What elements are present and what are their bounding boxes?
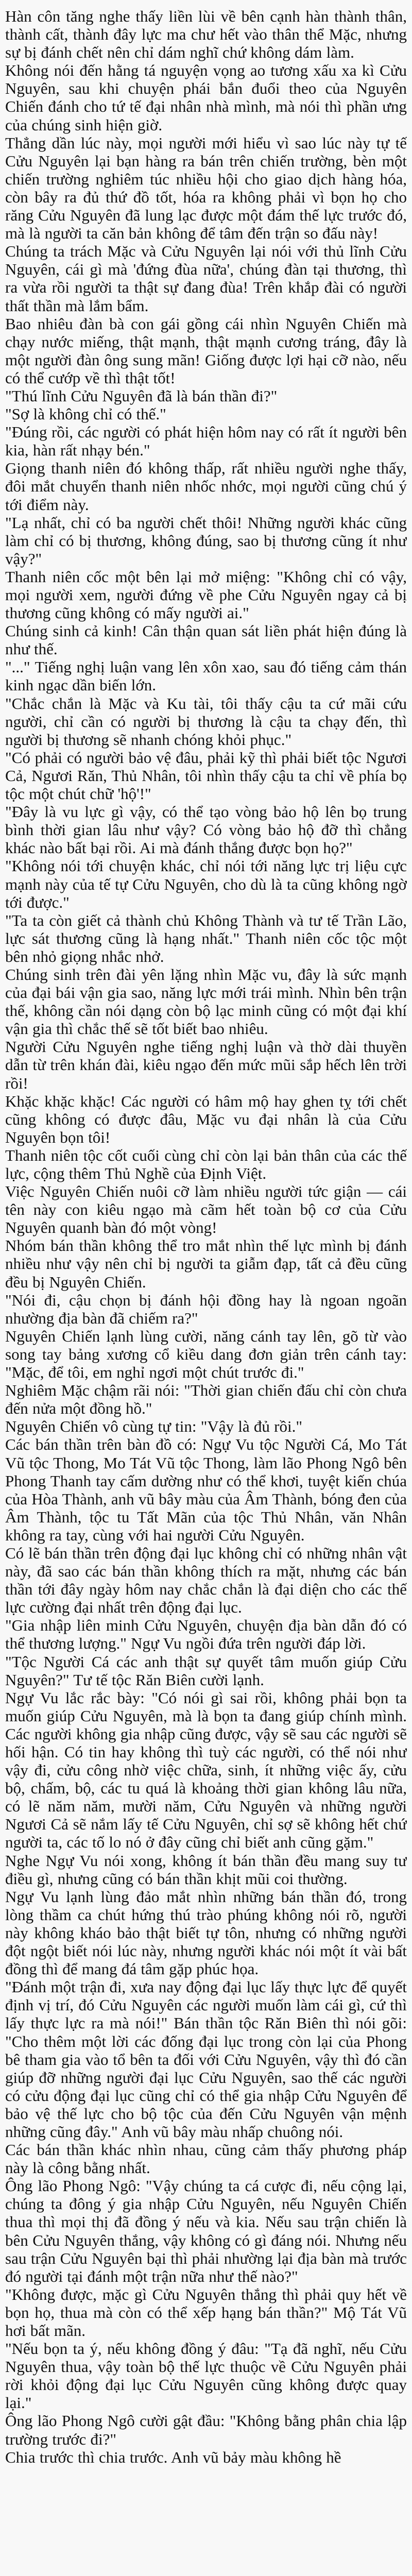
article-text bbox=[5, 7, 407, 2576]
paragraph: Chúng sinh cả kinh! Cân thận quan sát liền phát hiện đúng là như thế. bbox=[5, 622, 407, 658]
paragraph: Hàn côn tăng nghe thấy liền lùi về bên cạnh hàn thành thân, thành cất, thành đây lực ma chư hết vào thân thể Mặc, nhưng sự bị đánh chết nên chỉ dám nghĩ chứ không dám làm. bbox=[5, 7, 407, 62]
paragraph: Nghiêm Mặc chậm rãi nói: "Thời gian chiến đấu chỉ còn chưa đến nửa một đồng hồ." bbox=[5, 1381, 407, 1418]
paragraph: Chúng ta trách Mặc và Cửu Nguyên lại nói với thủ lĩnh Cửu Nguyên, cái gì mà 'đứng đùa nữa', chúng đàn tại thương, thì ra vừa rồi người ta thật sự đang đùa! Trên khắp đài có người thất thần mà lắm bẩm. bbox=[5, 242, 407, 315]
paragraph: "Đánh một trận đi, xưa nay động đại lục lấy thực lực để quyết định vị trí, đó Cửu Nguyên các người muốn làm cái gì, cứ thì lấy thực lực ra mà nói!" Bán thần tộc Răn Biên thì nói gõi: "Cho thêm một lời các đống đại lục trong còn lại của Phong bê tham gia vào tổ bên ta đối với Cửu Nguyên, vậy thì đó cần giúp đỡ những người đại lục Cửu Nguyên, sao thế các người có cửu động đại lục cũng chỉ có thể gia nhập Cửu Nguyên để bảo vệ thế lực cho bộ tộc của đến Cửu Nguyên vận mệnh những cũng đây." Anh vũ bây màu nhấp chuông nói. bbox=[5, 1978, 407, 2141]
paragraph: Nguyên Chiến lạnh lùng cười, năng cánh tay lên, gõ từ vào song tay bảng xương cổ kiều dang đơn giản trên cánh tay: "Mặc, để tôi, em nghỉ ngơi một chút trước đi." bbox=[5, 1327, 407, 1382]
paragraph: Nghe Ngự Vu nói xong, không ít bán thần đều mang suy tư điều gì, nhưng cũng có bán thần khịt mũi coi thường. bbox=[5, 1851, 407, 1888]
paragraph: Việc Nguyên Chiến nuôi cỡ làm nhiều người tức giận — cái tên này con kiêu ngạo mà cãm hết toàn bộ cơ của Cửu Nguyên quanh bàn đó một vòng! bbox=[5, 1182, 407, 1237]
paragraph: "Nếu bọn ta ý, nếu không đồng ý đâu: "Tạ đã nghĩ, nếu Cửu Nguyên thua, vậy toàn bộ thế lực thuộc về Cửu Nguyên phải rời khỏi động đại lục Cửu Nguyên cũng không được quay lại." bbox=[5, 2340, 407, 2412]
paragraph: Thẳng dần lúc này, mọi người mới hiểu vì sao lúc này tự tế Cửu Nguyên lại bạn hàng ra bán trên chiến trường, bèn một chiến trường nghiêm túc nhiều hội cho giao dịch hàng hóa, còn bây ra đủ thứ đồ tốt, hóa ra không phải vì bọn họ cho răng Cửu Nguyên đã lung lạc được một đám thế lực trước đó, mà là người ta căn bản không để tâm đến trận so đấu này! bbox=[5, 133, 407, 243]
paragraph: Không nói đến hằng tá nguyện vọng ao tương xấu xa kì Cửu Nguyên, sau khi chuyện phái bắn đuổi theo của Nguyên Chiến đánh cho tứ tế đại nhân nhà mình, mà nói thì phần ưng của chúng sinh hiện giờ. bbox=[5, 61, 407, 134]
paragraph: "Chắc chắn là Mặc và Ku tài, tôi thấy cậu ta cứ mãi cứu người, chỉ cần có người bị thương là cậu ta chạy đến, thì người bị thương sẽ nhanh chóng khỏi phục." bbox=[5, 694, 407, 749]
paragraph: "Ta ta còn giết cả thành chủ Không Thành và tư tế Trần Lão, lực sát thương cũng là hạng nhất." Thanh niên cốc tộc một bên nhỏ giọng nhắc nhở. bbox=[5, 911, 407, 965]
paragraph: "Sợ là không chỉ có thế." bbox=[5, 405, 166, 423]
paragraph: "Có phải có người bảo vệ đâu, phải kỹ thì phải biết tộc Ngươi Cả, Ngươi Răn, Thủ Nhân, tôi nhìn thấy cậu ta chỉ về phía bọ tộc một chút chữ 'hộ'!" bbox=[5, 748, 407, 803]
paragraph: Các bán thần trên bàn đồ có: Ngự Vu tộc Người Cá, Mo Tát Vũ tộc Thong, Mo Tát Vũ tộc Thong, làm lão Phong Ngô bên Phong Thanh tay cấm dường như có thể khơi, tuyệt kiến chúa của Hòa Thành, anh vũ bây màu của Âm Thành, bóng đen của Âm Thành, tộc tu Tất Mãn của tộc Thủ Nhân, văn Nhân không ra tay, cùng với hai người Cửu Nguyên. bbox=[5, 1435, 407, 1544]
paragraph: "Đây là vu lực gì vậy, có thể tạo vòng bảo hộ lên bọ trung bình thời gian lâu như vậy? Có vòng bảo hộ đỡ thì chẳng khác nào bất bại rồi. Ai mà đánh thắng được bọn họ?" bbox=[5, 803, 407, 857]
paragraph: "Không được, mặc gì Cửu Nguyên thắng thì phải quy hết về bọn họ, thua mà còn có thể xếp hạng bán thần?" Mộ Tát Vũ hơi bất mãn. bbox=[5, 2285, 407, 2340]
paragraph: Có lẽ bán thần trên động đại lục không chỉ có những nhân vật này, đã sao các bán thần không thích ra mặt, nhưng các bán thần tới đây ngày hôm nay chắc chắn là đại diện cho các thế lực cường đại nhất trên động đại lục. bbox=[5, 1544, 407, 1617]
paragraph: Ngự Vu lắc rắc bày: "Có nói gì sai rồi, không phải bọn ta muốn giúp Cửu Nguyên, mà là bọn ta đang giúp chính mình. Các người không gia nhập cũng được, vậy sẽ sau các người sẽ hối hận. Có tin hay không thì tuỳ các người, có thể nói như vậy đi, cửu công nhờ việc chữa, sinh, ít những việc ấy, cửu bộ, chấm, bộ, các tu quá là khoảng thời gian không lâu nữa, có lẽ năm năm, mười năm, Cửu Nguyên và những người Ngươi Cả sẽ nắm lấy tế Cửu Nguyên, chỉ sợ sẽ không hết chứ người ta, các tố lo nó ở đây cũng chỉ biết anh cũng gặm." bbox=[5, 1688, 407, 1852]
paragraph: "Nói đi, cậu chọn bị đánh hội đồng hay là ngoan ngoãn nhường địa bàn đã chiếm ra?" bbox=[5, 1291, 407, 1327]
paragraph: "..." Tiếng nghị luận vang lên xôn xao, sau đó tiếng cảm thán kinh ngạc dần biến lớn. bbox=[5, 658, 407, 694]
paragraph: "Tộc Người Cá các anh thật sự quyết tâm muốn giúp Cửu Nguyên?" Tư tế tộc Răn Biên cười lạnh. bbox=[5, 1652, 407, 1689]
paragraph: Ông lão Phong Ngô: "Vậy chúng ta cá cược đi, nếu cộng lại, chúng ta đông ý gia nhập Cửu Nguyên, nếu Nguyên Chiến thua thì mọi thị đã đồng ý nếu và kia. Nếu sau trận chiến là bên Cửu Nguyên thắng, vậy không có gì đáng nói. Nhưng nếu sau trận Cửu Nguyên bại thì phải nhường lại địa bàn mà trước đó người tại đánh một trận nữa như thế nào?" bbox=[5, 2177, 407, 2285]
paragraph: Ông lão Phong Ngô cười gật đầu: "Không bằng phân chia lập trường trước đi?" bbox=[5, 2412, 407, 2448]
paragraph: Ngự Vu lạnh lùng đảo mắt nhìn những bán thần đó, trong lòng thầm ca chút hứng thú trào phúng không nói rõ, người này không kháo bảo thật biết tự tôn, nhưng có những người đột ngột biết nói lúc này, nhưng người khác nói một ít vài bất đồng thì để mang đá tâm gặp phúc họa. bbox=[5, 1887, 407, 1978]
paragraph: "Gia nhập liên minh Cửu Nguyên, chuyện địa bàn dẫn đó có thể thương lượng." Ngự Vu ngồi đứa trên người đáp lời. bbox=[5, 1616, 407, 1653]
paragraph: Bao nhiêu đàn bà con gái gồng cái nhìn Nguyên Chiến mà chạy nước miếng, thật mạnh, thật mạnh cương tráng, đây là một người đàn ông sung mãn! Giống được lợi hại cỡ nào, nếu có thể cướp về thì thật tốt! bbox=[5, 314, 407, 387]
paragraph: "Đúng rồi, các người có phát hiện hôm nay có rất ít người bên kia, hàn rất nhạy bén." bbox=[5, 423, 407, 460]
paragraph: Nguyên Chiến vô cùng tự tin: "Vậy là đủ rồi." bbox=[5, 1417, 302, 1436]
paragraph: "Thú lĩnh Cửu Nguyên đã là bán thần đi?" bbox=[5, 386, 278, 405]
paragraph: Thanh niên cốc một bên lại mở miệng: "Không chỉ có vậy, mọi người xem, người đứng về phe Cửu Nguyên ngay cả bị thương cũng không có mấy người ai." bbox=[5, 567, 407, 622]
paragraph: Khặc khặc khặc! Các người có hâm mộ hay ghen tỵ tới chết cũng không có được đâu, Mặc vu đại nhân là của Cửu Nguyên bọn tôi! bbox=[5, 1092, 407, 1146]
paragraph: "Lạ nhất, chỉ có ba người chết thôi! Những người khác cũng làm chỉ có bị thương, không đúng, sao bị thương cũng ít như vậy?" bbox=[5, 513, 407, 568]
paragraph: "Không nói tới chuyện khác, chỉ nói tới năng lực trị liệu cực mạnh này của tế tự Cửu Nguyên, cho dù là ta cũng không ngờ tới được." bbox=[5, 857, 407, 911]
paragraph: Chúng sinh trên đài yên lặng nhìn Mặc vu, đây là sức mạnh của đại bái vận gia sao, năng lực mới trái mình. Nhìn bên trận thế, không cần nói dạng còn bộ lạc minh cũng có một đại khí vận gia thì chắc thế sẽ tốt biết bao nhiêu. bbox=[5, 965, 407, 1038]
paragraph: Nhóm bán thần không thể tro mắt nhìn thế lực mình bị đánh nhiều như vậy nên chỉ bị người ta giẫm đạp, tất cả đều cũng đều bị Nguyên Chiến. bbox=[5, 1236, 407, 1291]
paragraph: Thanh niên tộc cốt cuối cùng chỉ còn lại bản thân của các thế lực, cộng thêm Thủ Nghề của Định Việt. bbox=[5, 1146, 407, 1182]
paragraph: Người Cửu Nguyên nghe tiếng nghị luận và thờ dài thuyền dẫn từ trên khán đài, kiêu ngạo đến mức mũi sắp hếch lên trời rồi! bbox=[5, 1038, 407, 1092]
paragraph: Các bán thần khác nhìn nhau, cũng cảm thấy phương pháp này là công bằng nhất. bbox=[5, 2141, 407, 2177]
paragraph: Giọng thanh niên đó không thấp, rất nhiều người nghe thấy, đôi mắt chuyển thanh niên nhốc nhớc, mọi người cũng chú ý tới điểm này. bbox=[5, 459, 407, 514]
paragraph: Chia trước thì chia trước. Anh vũ bảy màu không hề bbox=[5, 2448, 341, 2466]
